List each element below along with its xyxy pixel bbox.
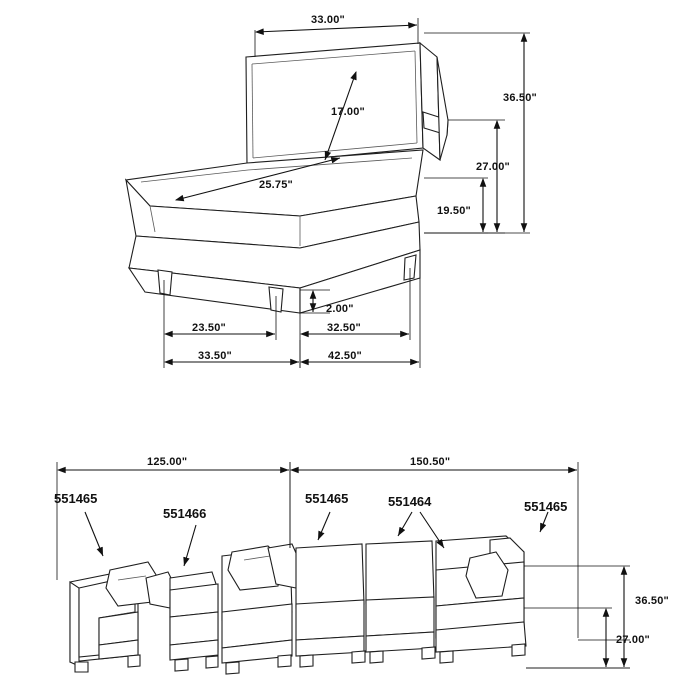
dim-overall-height-top: 36.50": [503, 92, 537, 104]
dim-overall-depth-front: 32.50": [327, 322, 361, 334]
dim-back-height: 17.00": [331, 106, 365, 118]
bottom-view-sectional: [70, 536, 526, 674]
dim-leg-height: 2.00": [326, 303, 354, 315]
dim-seat-depth-diagonal: 25.75": [259, 179, 293, 191]
dim-base-depth: 33.50": [198, 350, 232, 362]
dim-seat-back-width: 33.00": [311, 14, 345, 26]
dim-right-section-width: 150.50": [410, 456, 451, 468]
top-view-chair: [126, 43, 448, 313]
dim-seat-height: 19.50": [437, 205, 471, 217]
sku-left-armless: 551466: [163, 506, 207, 521]
sku-center: 551464: [388, 494, 432, 509]
sku-right-arm: 551465: [524, 499, 568, 514]
dim-overall-depth: 42.50": [328, 350, 362, 362]
sku-corner: 551465: [305, 491, 349, 506]
dim-arm-height-bottom: 27.00": [616, 634, 650, 646]
dim-overall-height-bottom: 36.50": [635, 595, 669, 607]
dim-seat-depth: 23.50": [192, 322, 226, 334]
sku-left-arm: 551465: [54, 491, 98, 506]
dim-arm-height-top: 27.00": [476, 161, 510, 173]
dim-left-section-width: 125.00": [147, 456, 188, 468]
